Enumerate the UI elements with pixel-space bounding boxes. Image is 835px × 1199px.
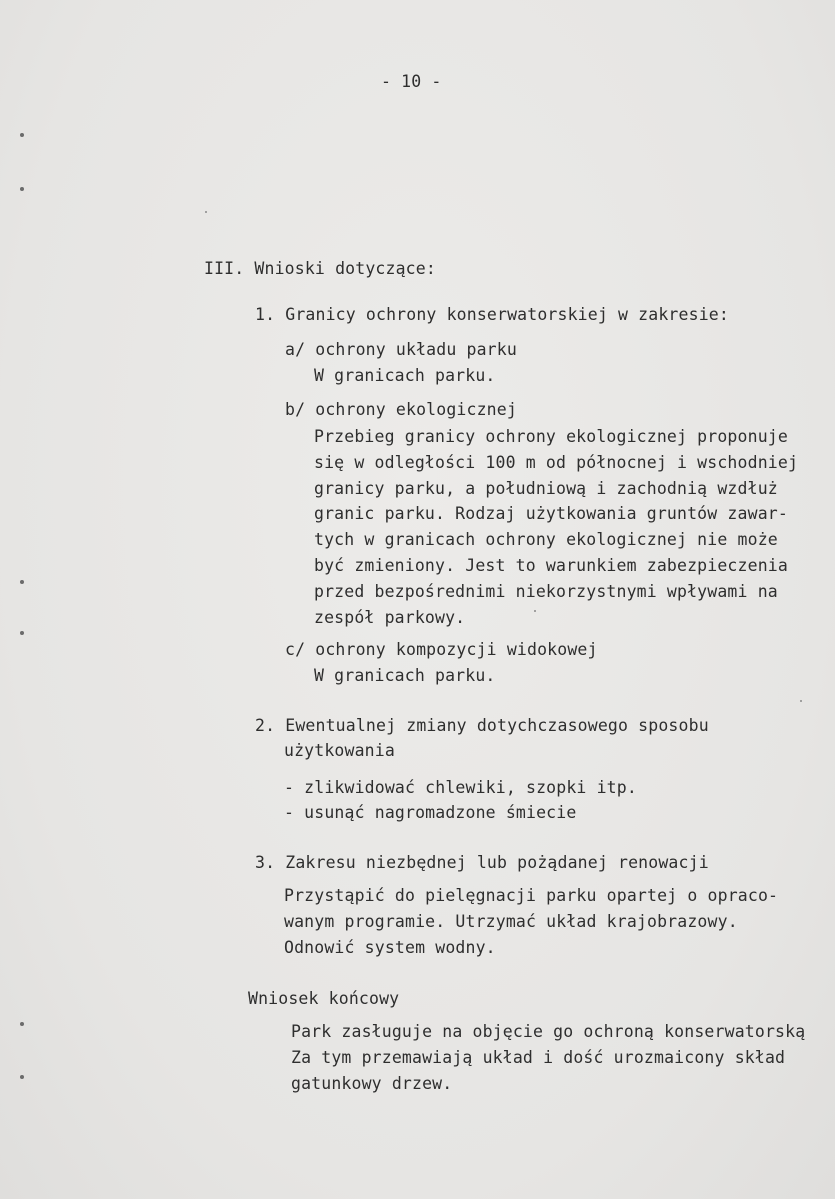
punch-hole-mark [20,187,24,191]
conclusion-line: Za tym przemawiają układ i dość urozmaicony skład [291,1048,786,1067]
conclusion-line: gatunkowy drzew. [291,1074,453,1093]
item-1b-line: granic parku. Rodzaj użytkowania gruntów zawar- [314,504,788,523]
speck-mark [205,211,207,213]
speck-mark [534,610,536,612]
punch-hole-mark [20,1022,24,1026]
item-1-title: 1. Granicy ochrony konserwatorskiej w zakresie: [255,305,729,324]
page-number: - 10 - [381,72,442,91]
item-3-line: wanym programie. Utrzymać układ krajobrazowy. [284,912,738,931]
item-1a-text: W granicach parku. [314,366,496,385]
item-1b-line: być zmieniony. Jest to warunkiem zabezpieczenia [314,556,788,575]
item-2-title-cont: użytkowania [284,741,395,760]
item-3-line: Przystąpić do pielęgnacji parku opartej o opraco- [284,886,779,905]
punch-hole-mark [20,580,24,584]
conclusion-title: Wniosek końcowy [248,989,400,1008]
item-1c-label: c/ ochrony kompozycji widokowej [285,640,598,659]
item-1b-line: się w odległości 100 m od północnej i wschodniej [314,453,799,472]
item-2-bullet: - usunąć nagromadzone śmiecie [284,803,577,822]
item-2-title: 2. Ewentualnej zmiany dotychczasowego sposobu [255,716,709,735]
speck-mark [800,700,802,702]
item-1c-text: W granicach parku. [314,666,496,685]
punch-hole-mark [20,1075,24,1079]
section-heading: III. Wnioski dotyczące: [204,259,436,278]
item-1b-line: granicy parku, a południową i zachodnią wzdłuż [314,479,778,498]
item-1b-line: zespół parkowy. [314,608,466,627]
conclusion-line: Park zasługuje na objęcie go ochroną konserwatorską [291,1022,806,1041]
item-2-bullet: - zlikwidować chlewiki, szopki itp. [284,778,637,797]
item-3-line: Odnowić system wodny. [284,938,496,957]
punch-hole-mark [20,631,24,635]
item-1b-label: b/ ochrony ekologicznej [285,400,517,419]
item-1b-line: Przebieg granicy ochrony ekologicznej proponuje [314,427,788,446]
item-3-title: 3. Zakresu niezbędnej lub pożądanej renowacji [255,853,709,872]
item-1a-label: a/ ochrony układu parku [285,340,517,359]
item-1b-line: przed bezpośrednimi niekorzystnymi wpływami na [314,582,778,601]
punch-hole-mark [20,133,24,137]
item-1b-line: tych w granicach ochrony ekologicznej nie może [314,530,778,549]
